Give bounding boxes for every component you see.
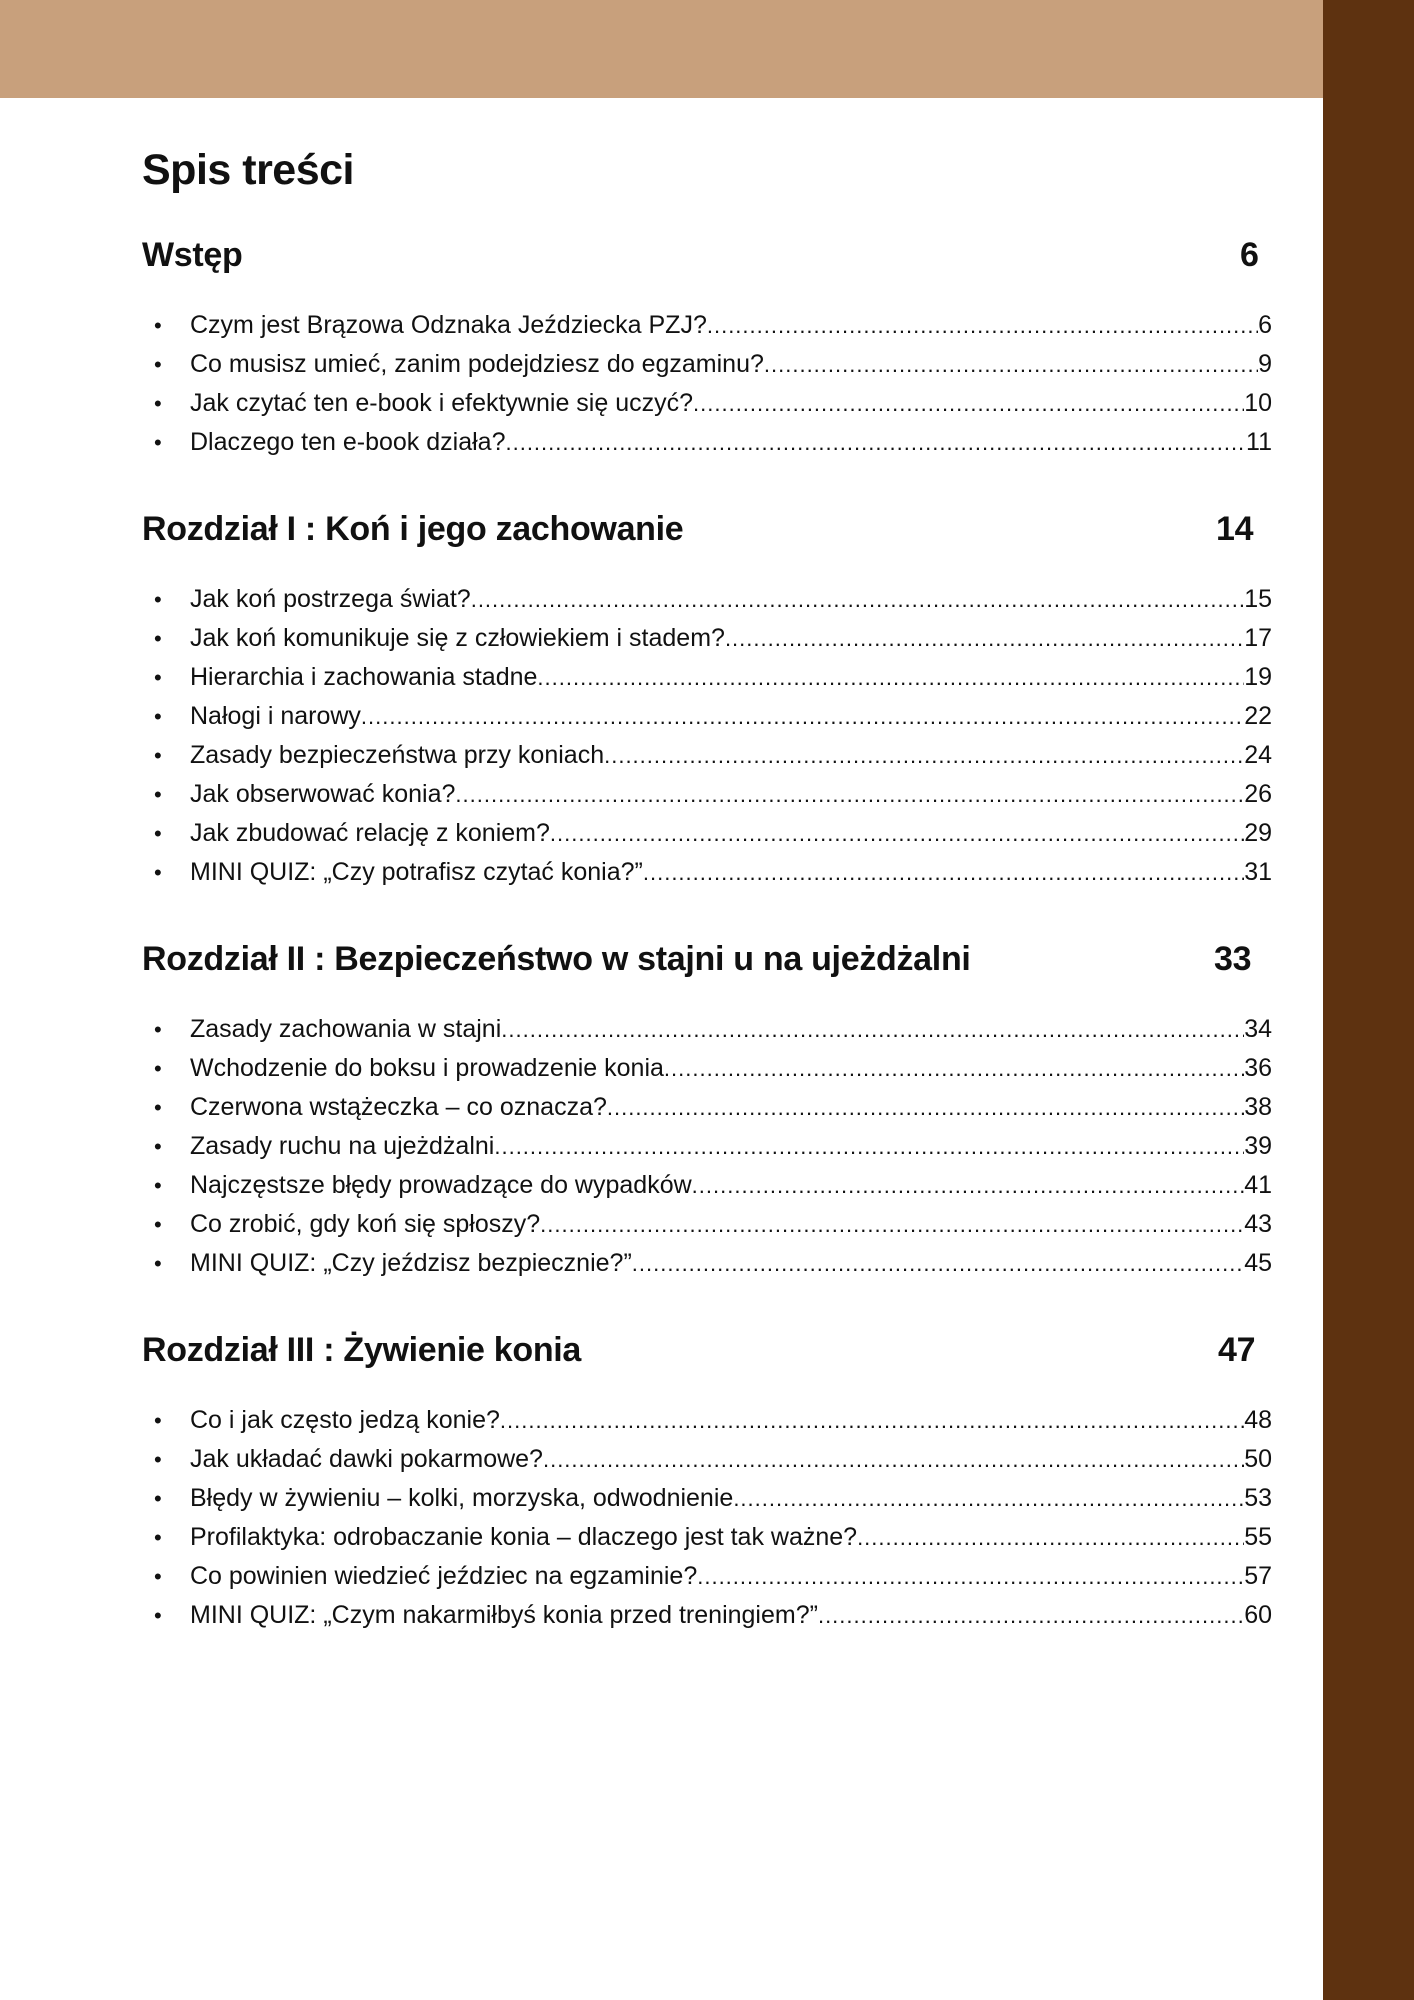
toc-entry[interactable] [142,1049,1272,1088]
toc-entry[interactable] [142,775,1272,814]
toc-entry[interactable] [142,1557,1272,1596]
entry-title: Nałogi i narowy [190,702,361,730]
entry-title: Co i jak często jedzą konie? [190,1406,500,1434]
dot-leader [697,1557,1244,1596]
toc-entry[interactable] [142,423,1272,462]
bullet-icon: • [154,1251,162,1276]
section-page-number: 33 [1214,940,1252,978]
entry-title: Błędy w żywieniu – kolki, morzyska, odwodnienie [190,1484,734,1512]
entry-page-number: 45 [1244,1249,1272,1277]
entry-title: Co musisz umieć, zanim podejdziesz do egzaminu? [190,350,764,378]
entry-page-number: 53 [1244,1484,1272,1512]
entry-title: MINI QUIZ: „Czym nakarmiłbyś konia przed treningiem?” [190,1601,818,1629]
section-title: Rozdział II : Bezpieczeństwo w stajni u na ujeżdżalni [142,940,971,978]
entry-title: Najczęstsze błędy prowadzące do wypadków [190,1171,692,1199]
dot-leader [643,853,1244,892]
toc-section [142,230,1272,462]
toc-section [142,934,1272,1283]
entry-title: Zasady bezpieczeństwa przy koniach [190,741,605,769]
toc-entry[interactable] [142,1479,1272,1518]
entry-page-number: 43 [1244,1210,1272,1238]
dot-leader [505,423,1246,462]
section-title: Rozdział I : Koń i jego zachowanie [142,510,684,548]
entry-title: Profilaktyka: odrobaczanie konia – dlaczego jest tak ważne? [190,1523,858,1551]
entry-page-number: 38 [1244,1093,1272,1121]
entry-title: Zasady zachowania w stajni [190,1015,502,1043]
toc-entry[interactable] [142,345,1272,384]
section-heading[interactable] [142,934,1272,984]
dot-leader [537,658,1244,697]
bullet-icon: • [154,313,162,338]
entry-title: Jak koń postrzega świat? [190,585,471,613]
section-page-number: 6 [1240,236,1259,274]
dot-leader [632,1244,1244,1283]
section-page-number: 47 [1218,1331,1256,1369]
toc-entry[interactable] [142,1244,1272,1283]
entry-title: Co powinien wiedzieć jeździec na egzaminie? [190,1562,698,1590]
dot-leader [857,1518,1244,1557]
section-items [142,1401,1272,1635]
entry-page-number: 11 [1246,428,1272,456]
section-items [142,1010,1272,1283]
bullet-icon: • [154,821,162,846]
bullet-icon: • [154,665,162,690]
bullet-icon: • [154,1447,162,1472]
bullet-icon: • [154,1173,162,1198]
bullet-icon: • [154,430,162,455]
dot-leader [707,306,1258,345]
bullet-icon: • [154,1408,162,1433]
entry-page-number: 26 [1244,780,1272,808]
entry-page-number: 17 [1244,624,1272,652]
dot-leader [540,1205,1244,1244]
entry-page-number: 22 [1244,702,1272,730]
entry-page-number: 57 [1244,1562,1272,1590]
entry-title: Dlaczego ten e-book działa? [190,428,506,456]
dot-leader [692,1166,1245,1205]
bullet-icon: • [154,860,162,885]
bullet-icon: • [154,1564,162,1589]
entry-title: Jak czytać ten e-book i efektywnie się uczyć? [190,389,694,417]
dot-leader [500,1401,1244,1440]
toc-section [142,504,1272,892]
entry-page-number: 10 [1244,389,1272,417]
toc-entry[interactable] [142,1166,1272,1205]
entry-title: Jak koń komunikuje się z człowiekiem i stadem? [190,624,725,652]
toc-entry[interactable] [142,658,1272,697]
dot-leader [361,697,1244,736]
toc-entry[interactable] [142,1088,1272,1127]
toc-entry[interactable] [142,697,1272,736]
bullet-icon: • [154,1603,162,1628]
toc-entry[interactable] [142,853,1272,892]
entry-page-number: 19 [1244,663,1272,691]
bullet-icon: • [154,1017,162,1042]
toc-entry[interactable] [142,814,1272,853]
section-items [142,306,1272,462]
entry-title: Hierarchia i zachowania stadne [190,663,538,691]
table-of-contents [142,140,1272,1635]
bullet-icon: • [154,391,162,416]
dot-leader [455,775,1244,814]
header-band [0,0,1323,98]
entry-page-number: 29 [1244,819,1272,847]
entry-page-number: 24 [1244,741,1272,769]
bullet-icon: • [154,1486,162,1511]
entry-page-number: 41 [1244,1171,1272,1199]
bullet-icon: • [154,782,162,807]
toc-entry[interactable] [142,384,1272,423]
dot-leader [471,580,1244,619]
toc-entry[interactable] [142,1518,1272,1557]
dot-leader [494,1127,1244,1166]
dot-leader [604,736,1244,775]
section-title: Rozdział III : Żywienie konia [142,1331,582,1369]
dot-leader [764,345,1258,384]
entry-title: Jak obserwować konia? [190,780,456,808]
entry-title: Jak układać dawki pokarmowe? [190,1445,543,1473]
bullet-icon: • [154,1525,162,1550]
toc-entry[interactable] [142,1010,1272,1049]
toc-entry[interactable] [142,1596,1272,1635]
section-heading[interactable] [142,230,1272,280]
dot-leader [543,1440,1244,1479]
toc-entry[interactable] [142,1127,1272,1166]
entry-title: Wchodzenie do boksu i prowadzenie konia [190,1054,664,1082]
bullet-icon: • [154,1095,162,1120]
entry-page-number: 50 [1244,1445,1272,1473]
section-title: Wstęp [142,236,243,274]
toc-entry[interactable] [142,306,1272,345]
dot-leader [550,814,1244,853]
side-band [1323,0,1414,2000]
entry-page-number: 6 [1258,311,1272,339]
entry-title: Zasady ruchu na ujeżdżalni [190,1132,495,1160]
dot-leader [607,1088,1244,1127]
section-page-number: 14 [1216,510,1254,548]
toc-section [142,1325,1272,1635]
bullet-icon: • [154,352,162,377]
entry-page-number: 34 [1244,1015,1272,1043]
toc-entry[interactable] [142,736,1272,775]
entry-title: Czerwona wstążeczka – co oznacza? [190,1093,607,1121]
bullet-icon: • [154,1134,162,1159]
dot-leader [664,1049,1244,1088]
entry-page-number: 36 [1244,1054,1272,1082]
dot-leader [733,1479,1244,1518]
entry-title: MINI QUIZ: „Czy jeździsz bezpiecznie?” [190,1249,632,1277]
entry-page-number: 15 [1244,585,1272,613]
bullet-icon: • [154,1056,162,1081]
bullet-icon: • [154,626,162,651]
toc-entry[interactable] [142,580,1272,619]
entry-page-number: 60 [1244,1601,1272,1629]
entry-title: Jak zbudować relację z koniem? [190,819,550,847]
toc-entry[interactable] [142,1205,1272,1244]
dot-leader [818,1596,1244,1635]
section-items [142,580,1272,892]
dot-leader [725,619,1244,658]
toc-entry[interactable] [142,619,1272,658]
section-heading[interactable] [142,504,1272,554]
entry-title: Co zrobić, gdy koń się spłoszy? [190,1210,541,1238]
dot-leader [693,384,1244,423]
entry-title: MINI QUIZ: „Czy potrafisz czytać konia?” [190,858,643,886]
section-heading[interactable] [142,1325,1272,1375]
bullet-icon: • [154,1212,162,1237]
entry-page-number: 48 [1244,1406,1272,1434]
entry-page-number: 9 [1258,350,1272,378]
entry-page-number: 55 [1244,1523,1272,1551]
bullet-icon: • [154,743,162,768]
bullet-icon: • [154,587,162,612]
toc-entry[interactable] [142,1440,1272,1479]
dot-leader [501,1010,1244,1049]
entry-page-number: 39 [1244,1132,1272,1160]
toc-entry[interactable] [142,1401,1272,1440]
entry-page-number: 31 [1244,858,1272,886]
page-title: Spis treści [142,146,354,194]
entry-title: Czym jest Brązowa Odznaka Jeździecka PZJ? [190,311,707,339]
bullet-icon: • [154,704,162,729]
